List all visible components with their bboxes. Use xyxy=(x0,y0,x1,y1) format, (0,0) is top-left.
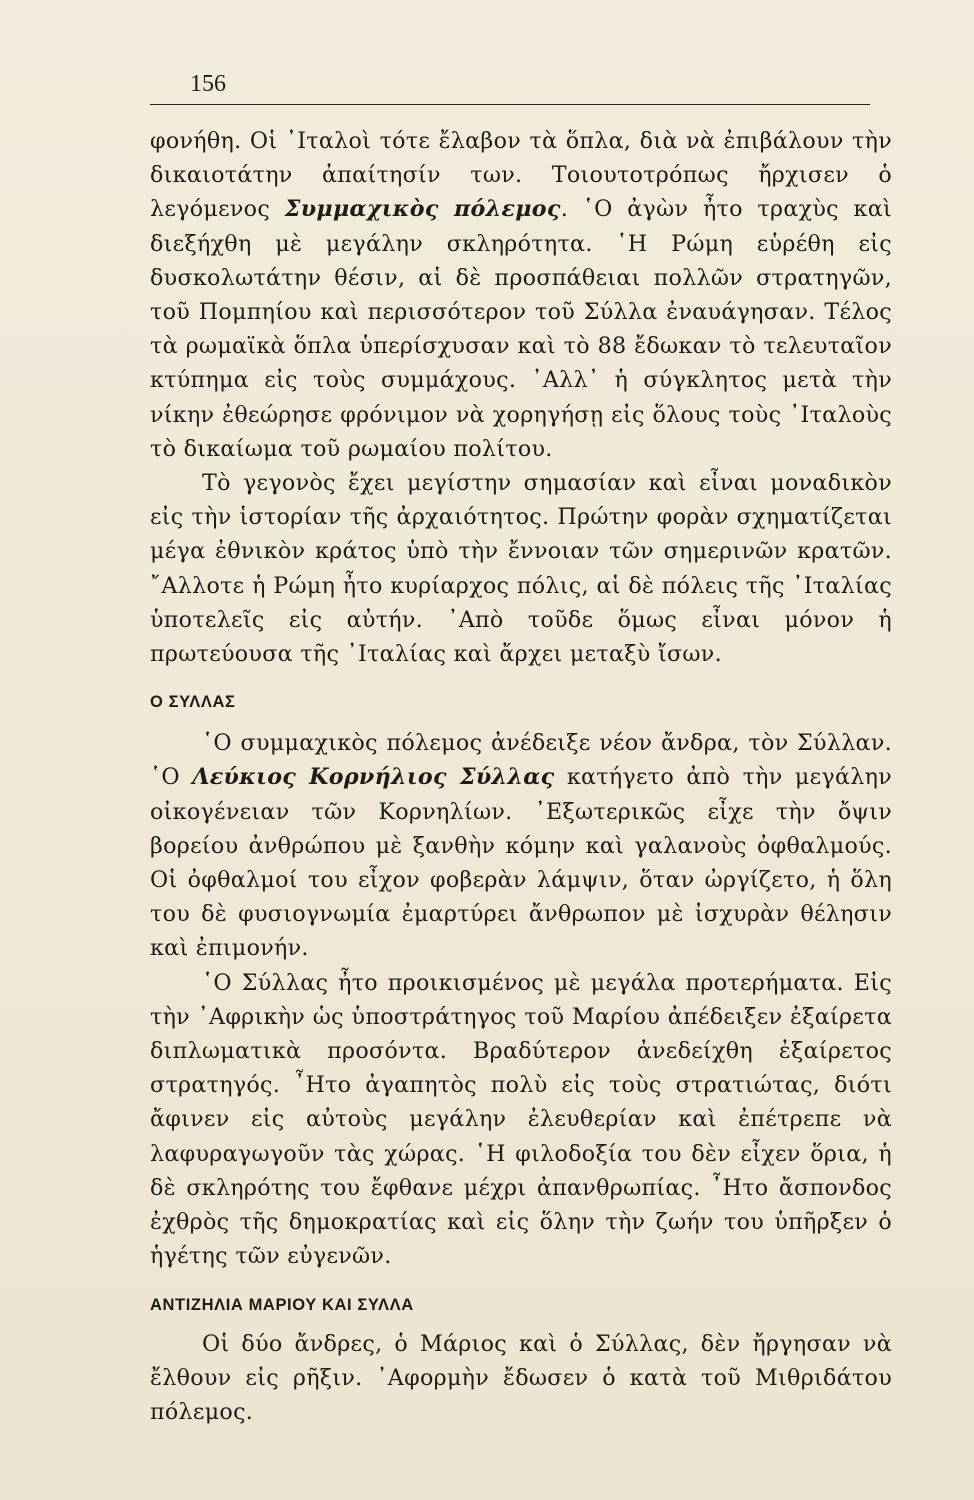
paragraph-1-text-a: φονήθη. Οἱ ᾿Ιταλοὶ τότε ἔλαβον τὰ ὅπλα, διὰ νὰ ἐπιβάλουν τὴν δικαιοτάτην ἀπαίτησίν των. Τοιουτοτρόπως ἤρχισεν ὁ λεγόμενος xyxy=(150,128,892,223)
paragraph-2: Τὸ γεγονὸς ἔχει μεγίστην σημασίαν καὶ εἶναι μοναδικὸν εἰς τὴν ἱστορίαν τῆς ἀρχαιότητος. Πρώτην φορὰν σχηματίζεται μέγα ἐθνικὸν κράτος ὑπὸ τὴν ἔννοιαν τῶν σημερινῶν κρατῶν. ῎Αλλοτε ἡ Ρώμη ἦτο κυρίαρχος πόλις, αἱ δὲ πόλεις τῆς ᾿Ιταλίας ὑποτελεῖς εἰς αὐτήν. ᾿Απὸ τοῦδε ὅμως εἶναι μόνον ἡ πρωτεύουσα τῆς ᾿Ιταλίας καὶ ἄρχει μεταξὺ ἴσων. xyxy=(150,470,892,668)
paragraph-4: ῾Ο Σύλλας ἦτο προικισμένος μὲ μεγάλα προτερήματα. Εἰς τὴν ᾿Αφρικὴν ὡς ὑποστράτηγος τοῦ Μαρίου ἀπέδειξεν ἐξαίρετα διπλωματικὰ προσόντα. Βραδύτερον ἀνεδείχθη ἐξαίρετος στρατηγός. ῏Ητο ἀγαπητὸς πολὺ εἰς τοὺς στρατιώτας, διότι ἄφινεν εἰς αὐτοὺς μεγάλην ἐλευθερίαν καὶ ἐπέτρεπε νὰ λαφυραγωγοῦν τὰς χώρας. ῾Η φιλοδοξία του δὲν εἶχεν ὅρια, ἡ δὲ σκληρότης του ἔφθανε μέχρι ἀπανθρωπίας. ῏Ητο ἄσπονδος ἐχθρὸς τῆς δημοκρατίας καὶ εἰς ὅλην τὴν ζωήν του ὑπῆρξεν ὁ ἡγέτης τῶν εὐγενῶν. xyxy=(150,969,892,1270)
paragraph-3 xyxy=(150,726,892,965)
page-number: 156 xyxy=(190,71,226,97)
paragraph-3-text-a: ῾Ο συμμαχικὸς πόλεμος ἀνέδειξε νέον ἄνδρα, τὸν Σύλλαν. ῾Ο xyxy=(150,730,892,791)
paragraph-3-text-b: κατήγετο ἀπὸ τὴν μεγάλην οἰκογένειαν τῶν Κορνηλίων. ᾿Εξωτερικῶς εἶχε τὴν ὄψιν βορείου ἀνθρώπου μὲ ξανθὴν κόμην καὶ γαλανοὺς ὀφθαλμούς. Οἱ ὀφθαλμοί του εἶχον φοβερὰν λάμψιν, ὅταν ὠργίζετο, ἡ ὅλη του δὲ φυσιογνωμία ἐμαρτύρει ἄνθρωπον μὲ ἰσχυρὰν θέλησιν καὶ ἐπιμονήν. xyxy=(150,764,892,962)
section-heading-antizilia: ΑΝΤΙΖΗΛΙΑ ΜΑΡΙΟΥ ΚΑΙ ΣΥΛΛΑ xyxy=(150,1295,414,1314)
page-header xyxy=(150,70,870,105)
paragraph-1 xyxy=(150,124,892,466)
term-symmachikos-polemos: Συμμαχικὸς πόλεμος xyxy=(284,196,561,223)
paragraph-1-text-b: . ῾Ο ἀγὼν ἦτο τραχὺς καὶ διεξήχθη μὲ μεγάλην σκληρότητα. ῾Η Ρώμη εὑρέθη εἰς δυσκολωτάτην θέσιν, αἱ δὲ προσπάθειαι πολλῶν στρατηγῶν, τοῦ Πομπηίου καὶ περισσότερον τοῦ Σύλλα ἐναυάγησαν. Τέλος τὰ ρωμαϊκὰ ὅπλα ὑπερίσχυσαν καὶ τὸ 88 ἔδωκαν τὸ τελευταῖον κτύπημα εἰς τοὺς συμμάχους. ᾿Αλλ᾿ ἡ σύγκλητος μετὰ τὴν νίκην ἐθεώρησε φρόνιμον νὰ χορηγήσῃ εἰς ὅλους τοὺς ᾿Ιταλοὺς τὸ δικαίωμα τοῦ ρωμαίου πολίτου. xyxy=(150,196,892,462)
page-body xyxy=(150,124,892,1429)
paragraph-5: Οἱ δύο ἄνδρες, ὁ Μάριος καὶ ὁ Σύλλας, δὲν ἤργησαν νὰ ἔλθουν εἰς ρῆξιν. ᾿Αφορμὴν ἔδωσεν ὁ κατὰ τοῦ Μιθριδάτου πόλεμος. xyxy=(150,1330,892,1425)
header-rule xyxy=(150,104,870,105)
term-leukios-kornilios-syllas: Λεύκιος Κορνήλιος Σύλλας xyxy=(192,764,555,791)
section-heading-sullas: Ο ΣΥΛΛΑΣ xyxy=(150,693,236,712)
